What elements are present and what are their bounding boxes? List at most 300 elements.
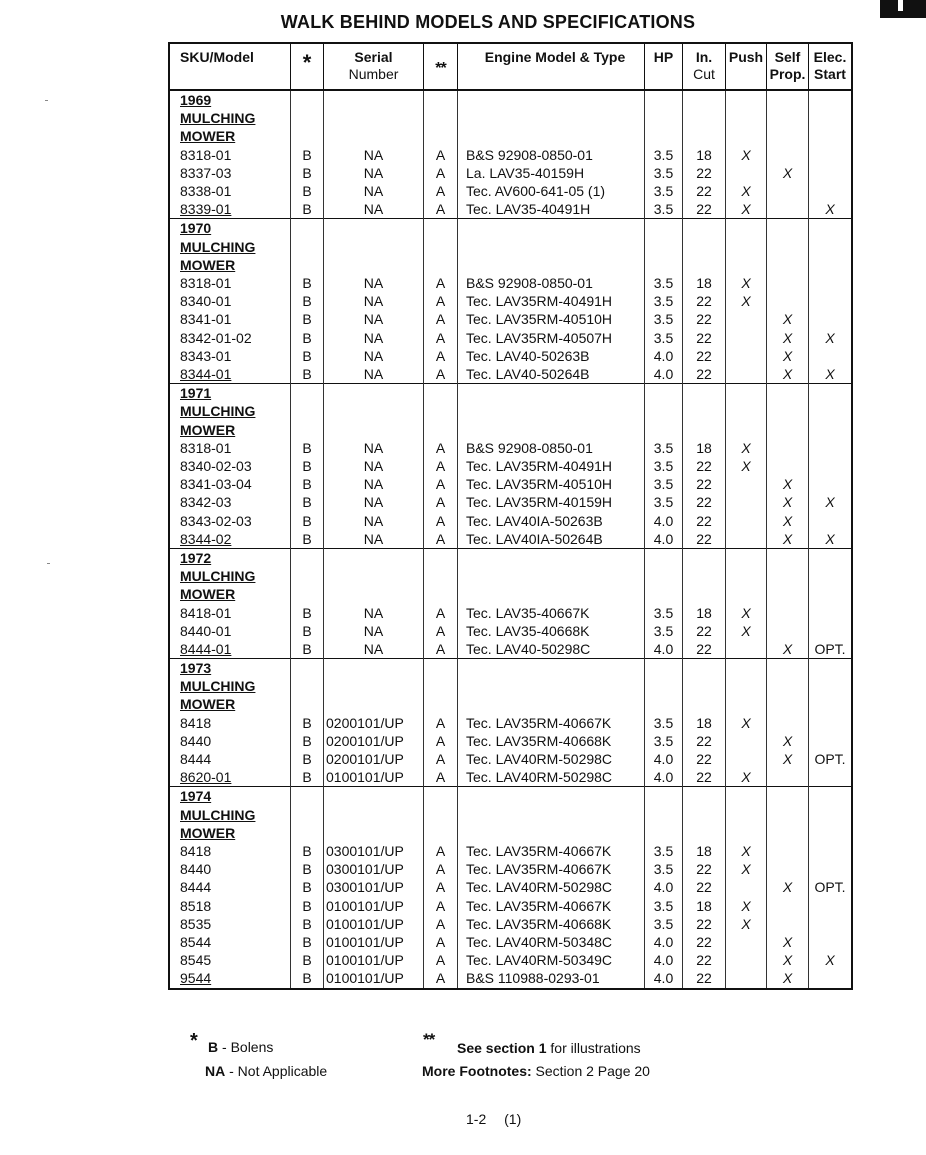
group-title-line: 1971 bbox=[180, 385, 212, 402]
cell-cut: 18 bbox=[683, 146, 726, 164]
cell-mfr: B bbox=[291, 274, 324, 292]
group-header-spacer bbox=[458, 787, 645, 842]
group-header-spacer bbox=[767, 384, 809, 439]
cell-type: A bbox=[424, 493, 458, 511]
table-row bbox=[169, 365, 852, 384]
cell-push bbox=[726, 732, 767, 750]
group-header-spacer bbox=[767, 548, 809, 603]
cell-hp: 4.0 bbox=[645, 512, 683, 530]
col-header-electric-start: Elec. Start bbox=[809, 43, 853, 90]
group-header-spacer bbox=[683, 548, 726, 603]
cell-sku: 8318-01 bbox=[169, 274, 291, 292]
group-header-spacer bbox=[683, 787, 726, 842]
table-row bbox=[169, 274, 852, 292]
cell-elec bbox=[809, 457, 853, 475]
group-header-row bbox=[169, 384, 852, 439]
footnote-not-applicable: NA - Not Applicable bbox=[205, 1063, 328, 1079]
group-title bbox=[169, 659, 291, 714]
cell-push: X bbox=[726, 604, 767, 622]
cell-engine: Tec. LAV35RM-40668K bbox=[458, 732, 645, 750]
cell-hp: 3.5 bbox=[645, 292, 683, 310]
cell-elec bbox=[809, 146, 853, 164]
group-header-spacer bbox=[424, 659, 458, 714]
group-header-spacer bbox=[458, 219, 645, 274]
cell-sku: 8318-01 bbox=[169, 439, 291, 457]
group-header-row bbox=[169, 219, 852, 274]
cell-self: X bbox=[767, 732, 809, 750]
group-header-spacer bbox=[458, 90, 645, 146]
group-title-line: 1973 bbox=[180, 660, 212, 677]
group-header-spacer bbox=[645, 787, 683, 842]
table-row bbox=[169, 310, 852, 328]
group-header-spacer bbox=[645, 548, 683, 603]
cell-serial: NA bbox=[324, 512, 424, 530]
cell-mfr: B bbox=[291, 842, 324, 860]
cell-engine: Tec. LAV35-40491H bbox=[458, 200, 645, 219]
cell-cut: 22 bbox=[683, 933, 726, 951]
cell-type: A bbox=[424, 439, 458, 457]
cell-self bbox=[767, 146, 809, 164]
cell-hp: 3.5 bbox=[645, 897, 683, 915]
group-header-spacer bbox=[683, 384, 726, 439]
table-row bbox=[169, 732, 852, 750]
cell-self bbox=[767, 915, 809, 933]
cell-push: X bbox=[726, 714, 767, 732]
table-row bbox=[169, 750, 852, 768]
table-row bbox=[169, 512, 852, 530]
cell-mfr: B bbox=[291, 310, 324, 328]
group-header-row bbox=[169, 659, 852, 714]
group-header-spacer bbox=[291, 219, 324, 274]
cell-sku: 8342-01-02 bbox=[169, 329, 291, 347]
cell-elec bbox=[809, 274, 853, 292]
col-header-engine: Engine Model & Type bbox=[458, 43, 645, 90]
cell-serial: NA bbox=[324, 164, 424, 182]
cell-push bbox=[726, 530, 767, 549]
cell-serial: NA bbox=[324, 182, 424, 200]
cell-cut: 22 bbox=[683, 182, 726, 200]
cell-mfr: B bbox=[291, 146, 324, 164]
cell-hp: 3.5 bbox=[645, 200, 683, 219]
cell-mfr: B bbox=[291, 475, 324, 493]
cell-engine: Tec. LAV40IA-50264B bbox=[458, 530, 645, 549]
group-header-spacer bbox=[291, 384, 324, 439]
cell-elec: OPT. bbox=[814, 751, 846, 768]
cell-serial: NA bbox=[324, 347, 424, 365]
cell-sku: 8343-01 bbox=[169, 347, 291, 365]
cell-self bbox=[767, 292, 809, 310]
cell-engine: B&S 110988-0293-01 bbox=[458, 969, 645, 988]
group-title-line: MULCHING bbox=[180, 403, 256, 420]
cell-engine: Tec. LAV35RM-40510H bbox=[458, 310, 645, 328]
footnote-single-star: * bbox=[190, 1030, 198, 1052]
table-row bbox=[169, 915, 852, 933]
group-header-row bbox=[169, 787, 852, 842]
cell-self bbox=[767, 439, 809, 457]
group-header-spacer bbox=[645, 219, 683, 274]
cell-hp: 3.5 bbox=[645, 457, 683, 475]
cell-sku: 8343-02-03 bbox=[169, 512, 291, 530]
cell-cut: 22 bbox=[683, 750, 726, 768]
group-header-spacer bbox=[291, 90, 324, 146]
cell-hp: 3.5 bbox=[645, 439, 683, 457]
cell-type: A bbox=[424, 842, 458, 860]
cell-serial: 0100101/UP bbox=[324, 969, 424, 988]
cell-hp: 4.0 bbox=[645, 878, 683, 896]
cell-sku: 8418 bbox=[169, 714, 291, 732]
cell-type: A bbox=[424, 530, 458, 549]
table-row bbox=[169, 457, 852, 475]
table-row bbox=[169, 439, 852, 457]
cell-sku: 8342-03 bbox=[169, 493, 291, 511]
group-header-spacer bbox=[767, 90, 809, 146]
cell-elec bbox=[809, 182, 853, 200]
group-header-spacer bbox=[809, 787, 853, 842]
cell-cut: 22 bbox=[683, 292, 726, 310]
group-header-spacer bbox=[291, 548, 324, 603]
cell-type: A bbox=[424, 951, 458, 969]
cell-hp: 3.5 bbox=[645, 732, 683, 750]
group-header-spacer bbox=[424, 548, 458, 603]
cell-self: X bbox=[767, 530, 809, 549]
cell-type: A bbox=[424, 622, 458, 640]
cell-elec: X bbox=[825, 365, 835, 382]
cell-engine: Tec. LAV35-40667K bbox=[458, 604, 645, 622]
cell-push bbox=[726, 951, 767, 969]
table-header-row bbox=[169, 43, 852, 90]
cell-serial: NA bbox=[324, 604, 424, 622]
col-header-cut: In. Cut bbox=[683, 43, 726, 90]
group-header-spacer bbox=[324, 90, 424, 146]
cell-sku: 8418 bbox=[169, 842, 291, 860]
scan-speck bbox=[47, 563, 50, 564]
cell-type: A bbox=[424, 274, 458, 292]
table-row bbox=[169, 146, 852, 164]
table-row bbox=[169, 640, 852, 659]
cell-engine: Tec. LAV40RM-50349C bbox=[458, 951, 645, 969]
cell-push: X bbox=[726, 439, 767, 457]
cell-type: A bbox=[424, 860, 458, 878]
group-header-spacer bbox=[424, 219, 458, 274]
cell-push: X bbox=[726, 146, 767, 164]
cell-type: A bbox=[424, 969, 458, 988]
cell-hp: 3.5 bbox=[645, 860, 683, 878]
cell-self: X bbox=[767, 951, 809, 969]
cell-engine: B&S 92908-0850-01 bbox=[458, 146, 645, 164]
cell-elec bbox=[809, 164, 853, 182]
cell-engine: Tec. LAV35RM-40510H bbox=[458, 475, 645, 493]
group-header-spacer bbox=[324, 384, 424, 439]
cell-serial: NA bbox=[324, 622, 424, 640]
cell-self bbox=[767, 182, 809, 200]
cell-elec bbox=[809, 842, 853, 860]
group-header-spacer bbox=[809, 90, 853, 146]
cell-self bbox=[767, 200, 809, 219]
group-title-line: MULCHING bbox=[180, 568, 256, 585]
cell-hp: 3.5 bbox=[645, 310, 683, 328]
group-title-line: 1974 bbox=[180, 788, 212, 805]
group-title bbox=[169, 219, 291, 274]
cell-mfr: B bbox=[291, 897, 324, 915]
cell-serial: 0100101/UP bbox=[324, 768, 424, 787]
group-header-spacer bbox=[809, 384, 853, 439]
cell-engine: Tec. LAV35RM-40491H bbox=[458, 292, 645, 310]
cell-sku: 8418-01 bbox=[169, 604, 291, 622]
col-header-push: Push bbox=[726, 43, 767, 90]
cell-cut: 22 bbox=[683, 768, 726, 787]
cell-push: X bbox=[726, 860, 767, 878]
cell-cut: 18 bbox=[683, 842, 726, 860]
cell-elec: OPT. bbox=[814, 879, 846, 896]
cell-push bbox=[726, 475, 767, 493]
cell-type: A bbox=[424, 365, 458, 384]
col-header-manufacturer: * bbox=[291, 43, 324, 90]
group-title-line: MULCHING bbox=[180, 238, 256, 255]
cell-cut: 22 bbox=[683, 200, 726, 219]
specifications-table bbox=[168, 42, 853, 990]
cell-mfr: B bbox=[291, 768, 324, 787]
cell-hp: 3.5 bbox=[645, 842, 683, 860]
table-row bbox=[169, 768, 852, 787]
group-title-line: MULCHING bbox=[180, 806, 256, 823]
cell-push bbox=[726, 164, 767, 182]
cell-mfr: B bbox=[291, 878, 324, 896]
cell-mfr: B bbox=[291, 714, 324, 732]
cell-elec bbox=[809, 310, 853, 328]
cell-serial: NA bbox=[324, 292, 424, 310]
group-header-spacer bbox=[767, 787, 809, 842]
cell-sku: 9544 bbox=[169, 969, 291, 988]
cell-mfr: B bbox=[291, 860, 324, 878]
cell-type: A bbox=[424, 768, 458, 787]
group-title-line: MOWER bbox=[180, 586, 236, 603]
cell-mfr: B bbox=[291, 732, 324, 750]
cell-engine: B&S 92908-0850-01 bbox=[458, 439, 645, 457]
footnote-double-star: ** bbox=[423, 1030, 435, 1049]
table-row bbox=[169, 714, 852, 732]
cell-sku: 8544 bbox=[169, 933, 291, 951]
group-title-line: 1972 bbox=[180, 549, 212, 566]
cell-elec: X bbox=[825, 952, 835, 969]
cell-elec: X bbox=[825, 201, 835, 218]
cell-self: X bbox=[767, 512, 809, 530]
cell-mfr: B bbox=[291, 182, 324, 200]
cell-type: A bbox=[424, 146, 458, 164]
group-title-line: MOWER bbox=[180, 256, 236, 273]
cell-cut: 18 bbox=[683, 274, 726, 292]
group-title bbox=[169, 787, 291, 842]
cell-elec bbox=[809, 860, 853, 878]
cell-engine: B&S 92908-0850-01 bbox=[458, 274, 645, 292]
cell-sku: 8340-01 bbox=[169, 292, 291, 310]
footnote-more-footnotes: More Footnotes: Section 2 Page 20 bbox=[422, 1063, 650, 1079]
cell-type: A bbox=[424, 714, 458, 732]
cell-elec bbox=[809, 897, 853, 915]
cell-hp: 3.5 bbox=[645, 146, 683, 164]
cell-type: A bbox=[424, 292, 458, 310]
cell-self bbox=[767, 604, 809, 622]
cell-cut: 22 bbox=[683, 530, 726, 549]
cell-hp: 4.0 bbox=[645, 951, 683, 969]
cell-hp: 3.5 bbox=[645, 274, 683, 292]
cell-type: A bbox=[424, 732, 458, 750]
cell-push bbox=[726, 969, 767, 988]
cell-hp: 3.5 bbox=[645, 604, 683, 622]
cell-hp: 3.5 bbox=[645, 475, 683, 493]
cell-self: X bbox=[767, 493, 809, 511]
cell-sku: 8341-03-04 bbox=[169, 475, 291, 493]
cell-mfr: B bbox=[291, 951, 324, 969]
group-header-spacer bbox=[458, 659, 645, 714]
cell-push bbox=[726, 640, 767, 659]
group-header-spacer bbox=[424, 384, 458, 439]
cell-self bbox=[767, 897, 809, 915]
group-header-spacer bbox=[809, 548, 853, 603]
group-title bbox=[169, 384, 291, 439]
cell-elec: X bbox=[825, 329, 835, 346]
cell-cut: 22 bbox=[683, 365, 726, 384]
cell-engine: Tec. LAV40RM-50298C bbox=[458, 768, 645, 787]
table-row bbox=[169, 200, 852, 219]
table-row bbox=[169, 493, 852, 511]
cell-cut: 22 bbox=[683, 475, 726, 493]
cell-elec bbox=[809, 439, 853, 457]
cell-cut: 22 bbox=[683, 860, 726, 878]
cell-hp: 3.5 bbox=[645, 164, 683, 182]
cell-sku: 8545 bbox=[169, 951, 291, 969]
cell-hp: 4.0 bbox=[645, 530, 683, 549]
cell-engine: Tec. LAV35RM-40668K bbox=[458, 915, 645, 933]
cell-cut: 18 bbox=[683, 714, 726, 732]
cell-cut: 22 bbox=[683, 969, 726, 988]
cell-engine: Tec. LAV35RM-40491H bbox=[458, 457, 645, 475]
table-row bbox=[169, 969, 852, 988]
cell-elec: X bbox=[825, 494, 835, 511]
cell-elec bbox=[809, 732, 853, 750]
cell-serial: 0100101/UP bbox=[324, 897, 424, 915]
cell-self: X bbox=[767, 329, 809, 347]
group-title-line: MULCHING bbox=[180, 678, 256, 695]
cell-mfr: B bbox=[291, 750, 324, 768]
cell-self: X bbox=[767, 969, 809, 988]
cell-sku: 8339-01 bbox=[169, 200, 291, 219]
cell-hp: 3.5 bbox=[645, 714, 683, 732]
cell-serial: NA bbox=[324, 146, 424, 164]
cell-push: X bbox=[726, 200, 767, 219]
cell-hp: 3.5 bbox=[645, 182, 683, 200]
cell-serial: 0100101/UP bbox=[324, 915, 424, 933]
cell-serial: NA bbox=[324, 329, 424, 347]
cell-self: X bbox=[767, 750, 809, 768]
cell-type: A bbox=[424, 512, 458, 530]
cell-type: A bbox=[424, 200, 458, 219]
cell-serial: 0100101/UP bbox=[324, 933, 424, 951]
cell-cut: 22 bbox=[683, 512, 726, 530]
cell-cut: 22 bbox=[683, 493, 726, 511]
cell-engine: Tec. LAV40IA-50263B bbox=[458, 512, 645, 530]
group-title bbox=[169, 90, 291, 146]
cell-mfr: B bbox=[291, 640, 324, 659]
cell-mfr: B bbox=[291, 530, 324, 549]
cell-type: A bbox=[424, 310, 458, 328]
cell-self: X bbox=[767, 933, 809, 951]
group-title-line: 1970 bbox=[180, 220, 212, 237]
cell-serial: 0300101/UP bbox=[324, 842, 424, 860]
cell-engine: Tec. LAV35RM-40159H bbox=[458, 493, 645, 511]
cell-serial: 0300101/UP bbox=[324, 878, 424, 896]
cell-elec bbox=[809, 622, 853, 640]
table-row bbox=[169, 622, 852, 640]
group-header-row bbox=[169, 90, 852, 146]
group-header-spacer bbox=[809, 219, 853, 274]
group-title-line: MOWER bbox=[180, 696, 236, 713]
cell-hp: 3.5 bbox=[645, 915, 683, 933]
group-header-spacer bbox=[809, 659, 853, 714]
cell-elec bbox=[809, 475, 853, 493]
cell-engine: Tec. LAV35RM-40507H bbox=[458, 329, 645, 347]
cell-serial: NA bbox=[324, 274, 424, 292]
cell-push: X bbox=[726, 768, 767, 787]
group-header-spacer bbox=[324, 548, 424, 603]
cell-mfr: B bbox=[291, 292, 324, 310]
cell-cut: 18 bbox=[683, 604, 726, 622]
cell-self bbox=[767, 457, 809, 475]
cell-push bbox=[726, 493, 767, 511]
table-row bbox=[169, 292, 852, 310]
cell-sku: 8444 bbox=[169, 878, 291, 896]
cell-engine: Tec. LAV40RM-50298C bbox=[458, 878, 645, 896]
page-number: 1-2 (1) bbox=[466, 1111, 522, 1127]
cell-sku: 8440 bbox=[169, 732, 291, 750]
cell-engine: Tec. LAV40RM-50348C bbox=[458, 933, 645, 951]
cell-sku: 8318-01 bbox=[169, 146, 291, 164]
group-header-spacer bbox=[683, 90, 726, 146]
cell-sku: 8440 bbox=[169, 860, 291, 878]
footnote-see-section: See section 1 for illustrations bbox=[457, 1040, 641, 1056]
cell-serial: NA bbox=[324, 457, 424, 475]
cell-cut: 18 bbox=[683, 897, 726, 915]
group-header-spacer bbox=[767, 219, 809, 274]
group-header-spacer bbox=[726, 787, 767, 842]
cell-elec bbox=[809, 933, 853, 951]
group-title-line: MULCHING bbox=[180, 110, 256, 127]
cell-serial: NA bbox=[324, 530, 424, 549]
cell-mfr: B bbox=[291, 200, 324, 219]
cell-hp: 4.0 bbox=[645, 365, 683, 384]
group-header-spacer bbox=[424, 787, 458, 842]
cell-self: X bbox=[767, 878, 809, 896]
table-row bbox=[169, 933, 852, 951]
group-header-spacer bbox=[726, 90, 767, 146]
cell-push: X bbox=[726, 915, 767, 933]
cell-sku: 8535 bbox=[169, 915, 291, 933]
cell-mfr: B bbox=[291, 329, 324, 347]
cell-type: A bbox=[424, 604, 458, 622]
col-header-illustration-type: ** bbox=[424, 43, 458, 90]
cell-self: X bbox=[767, 640, 809, 659]
table-row bbox=[169, 530, 852, 549]
col-header-sku: SKU/Model bbox=[169, 43, 291, 90]
cell-push bbox=[726, 933, 767, 951]
cell-elec bbox=[809, 512, 853, 530]
cell-serial: NA bbox=[324, 310, 424, 328]
cell-sku: 8620-01 bbox=[169, 768, 291, 787]
cell-sku: 8444-01 bbox=[169, 640, 291, 659]
cell-sku: 8344-02 bbox=[169, 530, 291, 549]
cell-cut: 22 bbox=[683, 951, 726, 969]
cell-serial: NA bbox=[324, 439, 424, 457]
cell-push: X bbox=[726, 842, 767, 860]
